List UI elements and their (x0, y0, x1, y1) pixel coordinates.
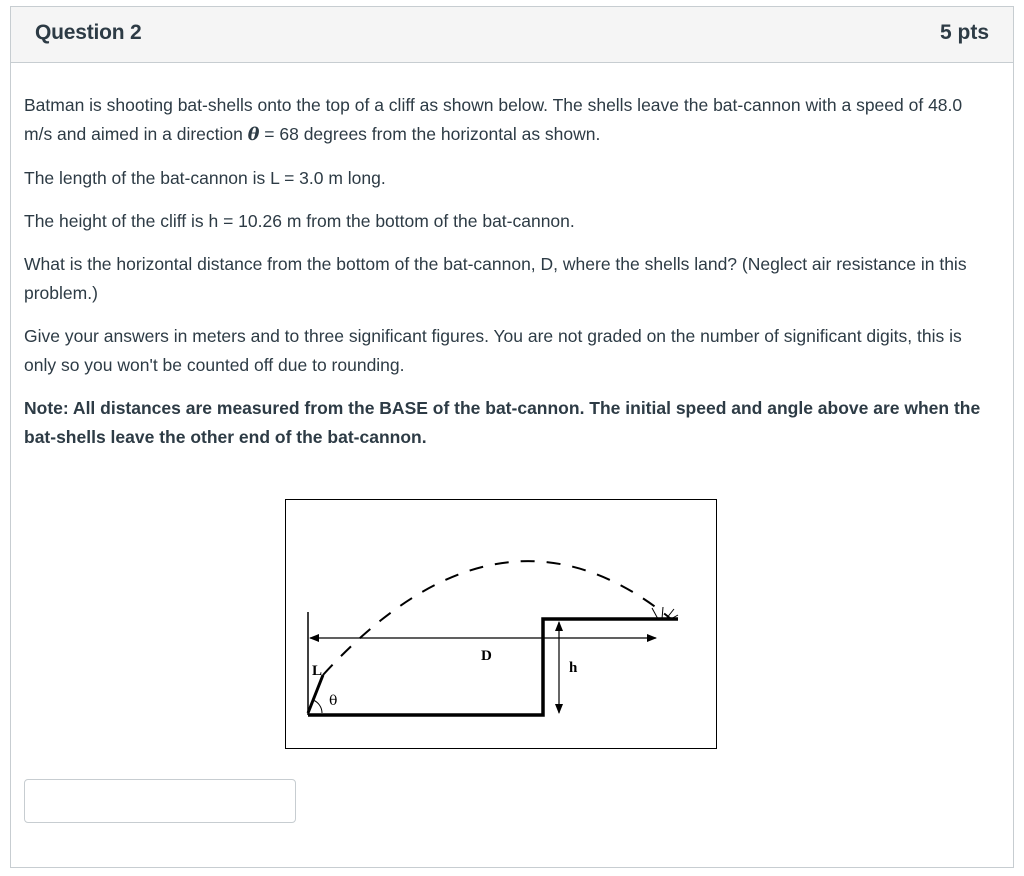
question-paragraph-note: Note: All distances are measured from the BASE of the bat-cannon. The initial speed and angle above are when the bat-shells leave the other end of the bat-cannon. (24, 398, 981, 447)
intro-text-a: Batman is shooting bat-shells onto the top of a cliff as shown below. The shells leave the bat-cannon with a speed of 48.0 m/s and aimed in a direction (24, 95, 963, 144)
theta-symbol: θ (247, 125, 260, 145)
cliff-diagram-svg (286, 500, 716, 748)
question-paragraph-height: The height of the cliff is h = 10.26 m from the bottom of the bat-cannon. (24, 211, 575, 231)
answer-input[interactable] (24, 779, 296, 823)
question-header (11, 7, 1013, 63)
label-L: L (312, 663, 323, 679)
intro-text-b: = 68 degrees from the horizontal as shown. (259, 124, 601, 144)
question-paragraph-sigfigs: Give your answers in meters and to three significant figures. You are not graded on the number of significant digits, this is only so you won't be counted off due to rounding. (24, 326, 962, 375)
label-h: h (569, 660, 578, 676)
label-D: D (481, 648, 492, 664)
ground-and-cliff-outline (308, 619, 678, 715)
question-paragraph-intro (24, 91, 984, 150)
question-paragraph-length: The length of the bat-cannon is L = 3.0 m long. (24, 168, 386, 188)
label-theta: θ (329, 693, 338, 709)
question-text (24, 91, 984, 466)
angle-arc (313, 700, 322, 713)
question-points: 5 pts (939, 21, 989, 44)
question-title: Question 2 (35, 21, 142, 44)
cliff-diagram (285, 499, 717, 749)
question-paragraph-ask: What is the horizontal distance from the bottom of the bat-cannon, D, where the shells land? (Neglect air resistance in this problem.) (24, 254, 967, 303)
